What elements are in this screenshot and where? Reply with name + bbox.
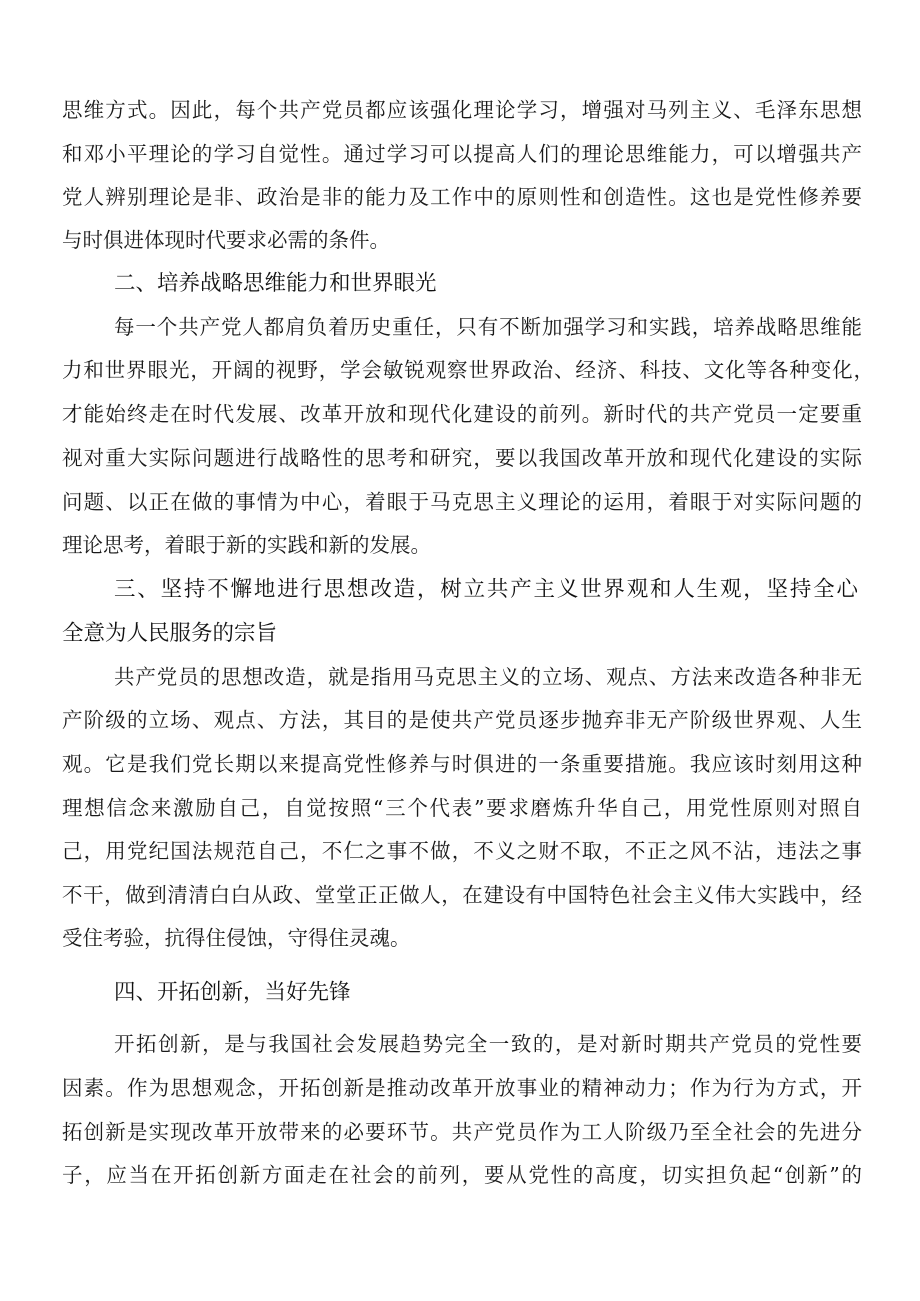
section-heading-3-line-2: 全意为人民服务的宗旨 (62, 621, 278, 646)
paragraph-4-line-3: 拓创新是实现改革开放带来的必要环节。共产党员作为工人阶级乃至全社会的先进分 (62, 1120, 862, 1144)
paragraph-1-line-4: 与时俱进体现时代要求必需的条件。 (62, 228, 390, 252)
paragraph-1-line-2: 和邓小平理论的学习自觉性。通过学习可以提高人们的理论思维能力，可以增强共产 (62, 142, 862, 166)
paragraph-2-line-5: 问题、以正在做的事情为中心，着眼于马克思主义理论的运用，着眼于对实际问题的 (62, 490, 862, 514)
paragraph-3-line-6: 不干，做到清清白白从政、堂堂正正做人，在建设有中国特色社会主义伟大实践中，经 (62, 883, 862, 907)
paragraph-4-line-1: 开拓创新，是与我国社会发展趋势完全一致的，是对新时期共产党员的党性要 (114, 1032, 862, 1056)
paragraph-3-line-5: 己，用党纪国法规范自己，不仁之事不做，不义之财不取，不正之风不沾，违法之事 (62, 839, 862, 863)
paragraph-2-line-6: 理论思考，着眼于新的实践和新的发展。 (62, 533, 431, 557)
paragraph-2-line-1: 每一个共产党人都肩负着历史重任，只有不断加强学习和实践，培养战略思维能 (114, 315, 862, 339)
section-heading-4: 四、开拓创新，当好先锋 (114, 980, 351, 1005)
paragraph-2-line-3: 才能始终走在时代发展、改革开放和现代化建设的前列。新时代的共产党员一定要重 (62, 402, 862, 426)
section-heading-3-line-1: 三、坚持不懈地进行思想改造，树立共产主义世界观和人生观，坚持全心 (114, 577, 858, 602)
paragraph-3-line-3: 观。它是我们党长期以来提高党性修养与时俱进的一条重要措施。我应该时刻用这种 (62, 752, 862, 776)
paragraph-1-line-3: 党人辨别理论是非、政治是非的能力及工作中的原则性和创造性。这也是党性修养要 (62, 185, 862, 209)
paragraph-3-line-4: 理想信念来激励自己，自觉按照“三个代表”要求磨炼升华自己，用党性原则对照自 (62, 796, 862, 820)
paragraph-4-line-4: 子，应当在开拓创新方面走在社会的前列，要从党性的高度，切实担负起“创新”的 (62, 1163, 862, 1187)
paragraph-4-line-2: 因素。作为思想观念，开拓创新是推动改革开放事业的精神动力；作为行为方式，开 (62, 1076, 862, 1100)
paragraph-2-line-2: 力和世界眼光，开阔的视野，学会敏锐观察世界政治、经济、科技、文化等各种变化， (62, 358, 874, 382)
paragraph-3-line-1: 共产党员的思想改造，就是指用马克思主义的立场、观点、方法来改造各种非无 (114, 665, 862, 689)
paragraph-3-line-7: 受住考验，抗得住侵蚀，守得住灵魂。 (62, 926, 411, 950)
paragraph-3-line-2: 产阶级的立场、观点、方法，其目的是使共产党员逐步抛弃非无产阶级世界观、人生 (62, 708, 862, 732)
section-heading-2: 二、培养战略思维能力和世界眼光 (114, 271, 437, 296)
paragraph-1-line-1: 思维方式。因此，每个共产党员都应该强化理论学习，增强对马列主义、毛泽东思想 (62, 98, 862, 122)
paragraph-2-line-4: 视对重大实际问题进行战略性的思考和研究，要以我国改革开放和现代化建设的实际 (62, 446, 862, 470)
